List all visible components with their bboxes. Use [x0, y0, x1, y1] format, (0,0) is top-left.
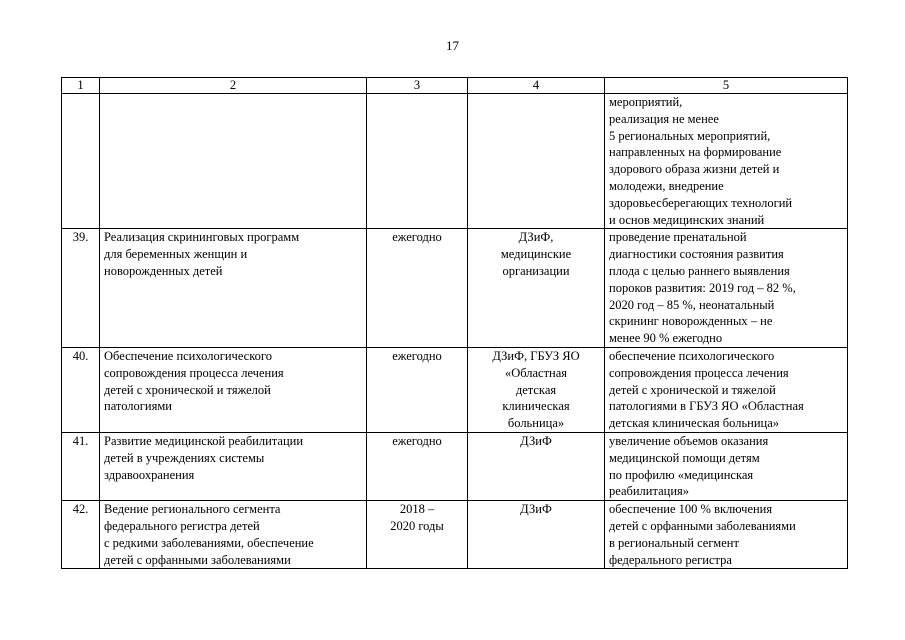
responsible-cell: [468, 94, 605, 229]
column-header-2: 2: [100, 78, 367, 94]
result-cell: проведение пренатальной диагностики состояния развития плода с целью раннего выявления пороков развития: 2019 год – 82 %, 2020 год – 85 %, неонатальный скрининг новорожденных – не менее 90 % ежегодно: [605, 229, 848, 348]
row-number-cell: 39.: [62, 229, 100, 348]
result-cell: мероприятий, реализация не менее 5 региональных мероприятий, направленных на формирование здорового образа жизни детей и молодежи, внедрение здоровьесберегающих технологий и основ медицинских знаний: [605, 94, 848, 229]
activity-cell: Ведение регионального сегмента федерального регистра детей с редкими заболеваниями, обеспечение детей с орфанными заболеваниями: [100, 501, 367, 569]
activity-cell: [100, 94, 367, 229]
activity-cell: Обеспечение психологического сопровождения процесса лечения детей с хронической и тяжелой патологиями: [100, 347, 367, 432]
table-row: [62, 432, 848, 500]
row-number-cell: [62, 94, 100, 229]
responsible-cell: ДЗиФ, медицинские организации: [468, 229, 605, 348]
responsible-cell: ДЗиФ: [468, 501, 605, 569]
column-header-4: 4: [468, 78, 605, 94]
table-row: [62, 347, 848, 432]
row-number-cell: 40.: [62, 347, 100, 432]
activity-cell: Развитие медицинской реабилитации детей в учреждениях системы здравоохранения: [100, 432, 367, 500]
responsible-cell: ДЗиФ, ГБУЗ ЯО «Областная детская клиническая больница»: [468, 347, 605, 432]
term-cell: ежегодно: [367, 432, 468, 500]
activity-cell: Реализация скрининговых программ для беременных женщин и новорожденных детей: [100, 229, 367, 348]
row-number-cell: 42.: [62, 501, 100, 569]
column-header-3: 3: [367, 78, 468, 94]
result-cell: увеличение объемов оказания медицинской помощи детям по профилю «медицинская реабилитация»: [605, 432, 848, 500]
term-cell: ежегодно: [367, 347, 468, 432]
responsible-cell: ДЗиФ: [468, 432, 605, 500]
table-row: [62, 501, 848, 569]
column-header-5: 5: [605, 78, 848, 94]
term-cell: ежегодно: [367, 229, 468, 348]
table-row: [62, 229, 848, 348]
page-number: 17: [446, 38, 459, 53]
table-header-row: [62, 78, 848, 94]
column-header-1: 1: [62, 78, 100, 94]
table-row: [62, 94, 848, 229]
result-cell: обеспечение психологического сопровождения процесса лечения детей с хронической и тяжелой патологиями в ГБУЗ ЯО «Областная детская клиническая больница»: [605, 347, 848, 432]
row-number-cell: 41.: [62, 432, 100, 500]
term-cell: [367, 94, 468, 229]
term-cell: 2018 – 2020 годы: [367, 501, 468, 569]
activities-table: [61, 77, 848, 569]
result-cell: обеспечение 100 % включения детей с орфанными заболеваниями в региональный сегмент федерального регистра: [605, 501, 848, 569]
